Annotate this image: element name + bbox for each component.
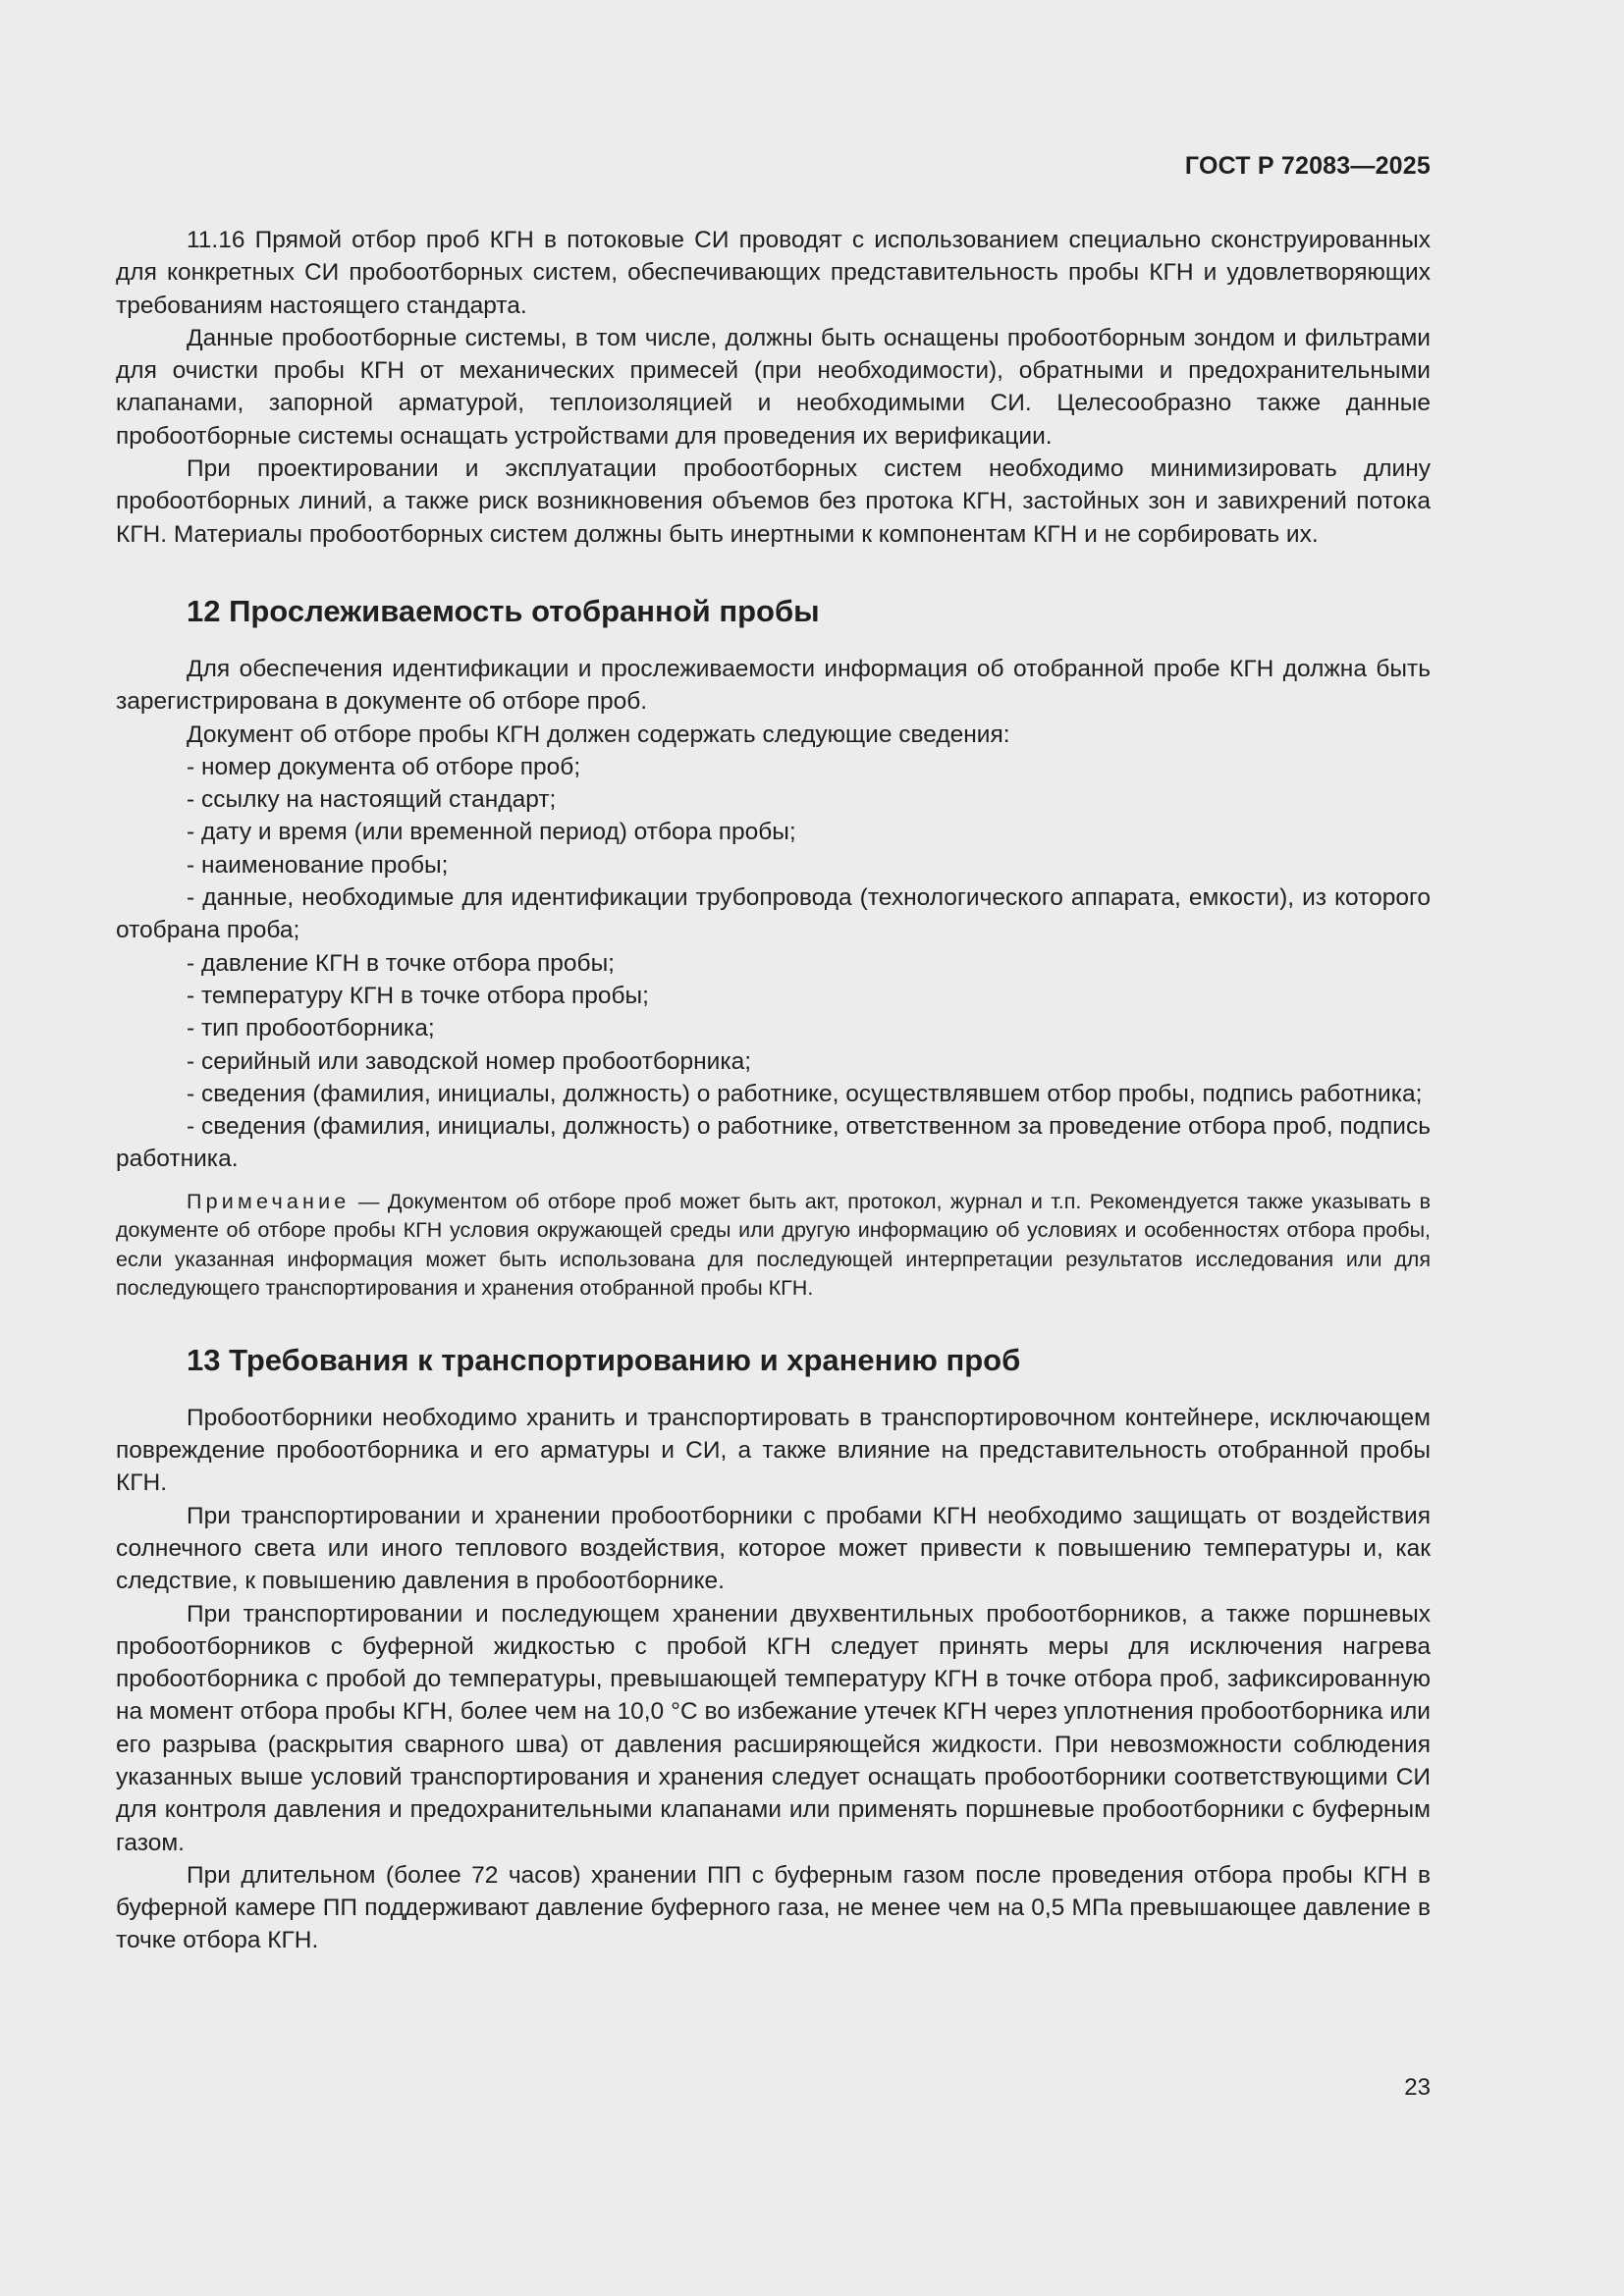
list-item: - давление КГН в точке отбора пробы; bbox=[187, 949, 615, 977]
note-text: — Документом об отборе проб может быть акт, протокол, журнал и т.п. Рекомендуется также указывать в документе об отборе пробы КГН условия окружающей среды или другую информацию об условиях и особенностях отбора пробы, если указанная информация может быть использована для последующей интерпретации результатов исследования или для последующего транспортирования и хранения отобранной пробы КГН. bbox=[116, 1189, 1431, 1301]
paragraph-12-intro-1: Для обеспечения идентификации и прослеживаемости информация об отобранной пробе КГН должна быть зарегистрирована в документе об отборе проб. bbox=[116, 655, 1431, 716]
list-item: - сведения (фамилия, инициалы, должность) о работнике, осуществлявшем отбор пробы, подпись работника; bbox=[187, 1080, 1423, 1107]
section-13-heading: 13 Требования к транспортированию и хранению проб bbox=[187, 1342, 1021, 1377]
list-item: - дату и время (или временной период) отбора пробы; bbox=[187, 819, 796, 846]
paragraph-13-3: При транспортировании и последующем хранении двухвентильных пробоотборников, а также поршневых пробоотборников с буферной жидкостью с пробой КГН следует принять меры для исключения нагрева пробоотборника с пробой до температуры, превышающей температуру КГН в точке отбора проб, зафиксированную на момент отбора пробы КГН, более чем на 10,0 °С во избежание утечек КГН через уплотнения пробоотборника или его разрыва (раскрытия сварного шва) от давления расширяющейся жидкости. При невозможности соблюдения указанных выше условий транспортирования и хранения следует оснащать пробоотборники соответствующими СИ для контроля давления и предохранительными клапанами или применять поршневые пробоотборники с буферным газом. bbox=[116, 1600, 1431, 1856]
list-item: - наименование пробы; bbox=[187, 851, 449, 879]
list-item: - данные, необходимые для идентификации трубопровода (технологического аппарата, емкости), из которого отобрана проба; bbox=[116, 884, 1431, 944]
section-12-heading: 12 Прослеживаемость отобранной пробы bbox=[187, 593, 820, 628]
list-item: - серийный или заводской номер пробоотборника; bbox=[187, 1047, 752, 1075]
paragraph-13-4: При длительном (более 72 часов) хранении ПП с буферным газом после проведения отбора пробы КГН в буферной камере ПП поддерживают давление буферного газа, не менее чем на 0,5 МПа превышающее давление в точке отбора КГН. bbox=[116, 1861, 1431, 1954]
paragraph-11-16-3: При проектировании и эксплуатации пробоотборных систем необходимо минимизировать длину пробоотборных линий, а также риск возникновения объемов без протока КГН, застойных зон и завихрений потока КГН. Материалы пробоотборных систем должны быть инертными к компонентам КГН и не сорбировать их. bbox=[116, 455, 1431, 548]
paragraph-13-1: Пробоотборники необходимо хранить и транспортировать в транспортировочном контейнере, исключающем повреждение пробоотборника и его арматуры и СИ, а также влияние на представительность отобранной пробы КГН. bbox=[116, 1404, 1431, 1497]
note-label: Примечание bbox=[187, 1189, 351, 1213]
page-number: 23 bbox=[1404, 2074, 1431, 2101]
document-code: ГОСТ Р 72083—2025 bbox=[1184, 152, 1431, 180]
list-item: - ссылку на настоящий стандарт; bbox=[187, 786, 557, 814]
list-item: - сведения (фамилия, инициалы, должность) о работнике, ответственном за проведение отбора проб, подпись работника. bbox=[116, 1113, 1431, 1173]
list-item: - тип пробоотборника; bbox=[187, 1015, 435, 1042]
list-item: - номер документа об отборе проб; bbox=[187, 753, 581, 780]
paragraph-11-16-1: 11.16 Прямой отбор проб КГН в потоковые СИ проводят с использованием специально сконструированных для конкретных СИ пробоотборных систем, обеспечивающих представительность пробы КГН и удовлетворяющих требованиям настоящего стандарта. bbox=[116, 227, 1431, 319]
page-content bbox=[116, 224, 1431, 1957]
paragraph-11-16-2: Данные пробоотборные системы, в том числе, должны быть оснащены пробоотборным зондом и фильтрами для очистки пробы КГН от механических примесей (при необходимости), обратными и предохранительными клапанами, запорной арматурой, теплоизоляцией и необходимыми СИ. Целесообразно также данные пробоотборные системы оснащать устройствами для проведения их верификации. bbox=[116, 324, 1431, 450]
list-item: - температуру КГН в точке отбора пробы; bbox=[187, 982, 649, 1009]
note-paragraph bbox=[116, 1188, 1431, 1304]
paragraph-13-2: При транспортировании и хранении пробоотборники с пробами КГН необходимо защищать от воздействия солнечного света или иного теплового воздействия, которое может привести к повышению температуры и, как следствие, к повышению давления в пробоотборнике. bbox=[116, 1502, 1431, 1595]
paragraph-12-intro-2: Документ об отборе пробы КГН должен содержать следующие сведения: bbox=[187, 721, 1010, 748]
